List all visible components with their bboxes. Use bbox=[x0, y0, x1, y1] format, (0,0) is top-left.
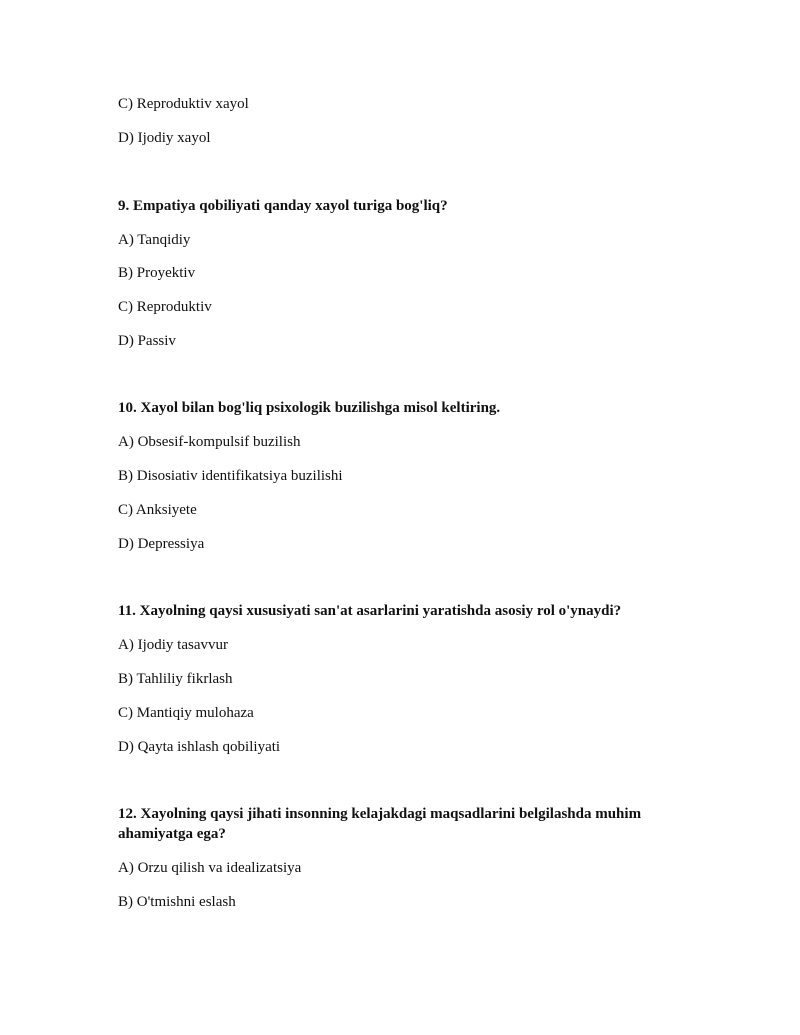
q10-option-c: C) Anksiyete bbox=[118, 502, 197, 518]
option-c-prev: C) Reproduktiv xayol bbox=[118, 96, 249, 112]
q11-option-a: A) Ijodiy tasavvur bbox=[118, 637, 228, 653]
question-9: 9. Empatiya qobiliyati qanday xayol turiga bog'liq? bbox=[118, 198, 448, 214]
q10-option-a: A) Obsesif-kompulsif buzilish bbox=[118, 434, 301, 450]
q10-option-d: D) Depressiya bbox=[118, 536, 205, 552]
question-11: 11. Xayolning qaysi xususiyati san'at asarlarini yaratishda asosiy rol o'ynaydi? bbox=[118, 603, 622, 619]
q11-option-d: D) Qayta ishlash qobiliyati bbox=[118, 739, 281, 755]
q9-option-d: D) Passiv bbox=[118, 333, 176, 349]
q12-option-a: A) Orzu qilish va idealizatsiya bbox=[118, 860, 302, 876]
q11-option-c: C) Mantiqiy mulohaza bbox=[118, 705, 254, 721]
option-d-prev: D) Ijodiy xayol bbox=[118, 130, 211, 146]
question-12: 12. Xayolning qaysi jihati insonning kelajakdagi maqsadlarini belgilashda muhim ahamiyatga ega? bbox=[118, 806, 642, 842]
q11-option-b: B) Tahliliy fikrlash bbox=[118, 671, 233, 687]
q9-option-a: A) Tanqidiy bbox=[118, 232, 191, 248]
q12-option-b: B) O'tmishni eslash bbox=[118, 894, 236, 910]
q10-option-b: B) Disosiativ identifikatsiya buzilishi bbox=[118, 468, 343, 484]
q9-option-b: B) Proyektiv bbox=[118, 265, 196, 281]
question-10: 10. Xayol bilan bog'liq psixologik buzilishga misol keltiring. bbox=[118, 400, 501, 416]
q9-option-c: C) Reproduktiv bbox=[118, 299, 212, 315]
